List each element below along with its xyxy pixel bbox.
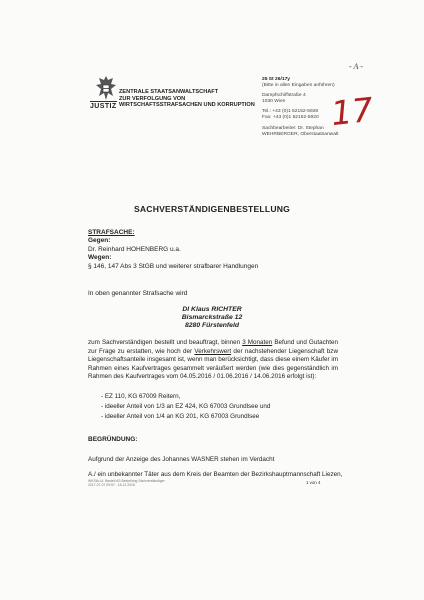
agency-name	[119, 89, 269, 109]
footer-reference	[88, 479, 208, 487]
page-number: 1 von 4	[306, 480, 321, 485]
body-part-3: der nachstehender Liegenschaft bzw Liegenschaftsanteile insgesamt ist, wenn man berücksichtigt, dass diese einem Käufer im Rahmen eines Kaufvertrages gesammelt veräußert werden (wie dies gegenständlich im Rahmen des Kaufvertrages vom 04.05.2016 / 01.06.2016 / 14.06.2016 erfolgt ist):	[88, 347, 338, 381]
against-label: Gegen:	[88, 237, 111, 245]
body-part-1: zum Sachverständigen bestellt und beauftragt, binnen	[88, 339, 243, 346]
intro-text: In oben genannter Strafsache wird	[88, 290, 188, 297]
file-number: 25 St 26/17y	[262, 77, 291, 82]
expert-street: Bismarckstraße 12	[181, 314, 243, 321]
because-label: Wegen:	[88, 254, 112, 262]
page-annotation: - A -	[349, 62, 363, 71]
agency-line-2: ZUR VERFOLGUNG VON	[119, 95, 186, 102]
because-value: § 146, 147 Abs 3 StGB und weiterer strafbarer Handlungen	[88, 262, 259, 270]
list-item: - EZ 110, KG 67009 Reitern,	[101, 393, 181, 400]
footer-line-2: 2017-07-07 09:57 - 18.12.2016	[88, 483, 135, 488]
expert-city: 8280 Fürstenfeld	[184, 322, 240, 329]
list-item: - ideeller Anteil von 1/3 an EZ 424, KG 67003 Grundlsee und	[101, 403, 271, 411]
document-title: SACHVERSTÄNDIGENBESTELLUNG	[133, 204, 291, 214]
deadline-text: 3 Monaten	[242, 339, 273, 346]
list-item: - ideeller Anteil von 1/4 an KG 201, KG 67003 Grundlsee	[101, 413, 260, 421]
reasoning-heading: BEGRÜNDUNG:	[88, 436, 138, 443]
against-value: Dr. Reinhard HOHENBERG u.a.	[88, 245, 181, 253]
handwritten-page-number: 17	[329, 89, 375, 134]
expert-address	[0, 306, 424, 330]
file-note: (Bitte in allen Eingaben anführen)	[262, 83, 335, 89]
agency-line-3: WIRTSCHAFTSSTRAFSACHEN UND KORRUPTION	[119, 102, 255, 109]
logo-label: JUSTIZ	[90, 103, 117, 110]
assignment-paragraph	[88, 339, 338, 382]
address-city: 1030 Wien	[262, 99, 286, 105]
agency-line-1: ZENTRALE STAATSANWALTSCHAFT	[119, 89, 219, 95]
phone-number: Tel.: +43 (0)1 52152-5928	[262, 109, 319, 115]
address-street: Dampfschiffstraße 4	[262, 93, 306, 99]
reasoning-line-2: A./ ein unbekannter Täter aus dem Kreis der Beamten der Bezirkshauptmannschaft Liezen,	[88, 471, 343, 478]
body-part-2: Befund und Gutachten zur Frage zu erstatten, wie hoch der	[88, 339, 338, 355]
property-list	[101, 392, 270, 423]
case-label: STRAFSACHE:	[88, 229, 135, 236]
officer-label: Sachbearbeiter: Dr. Stephan	[262, 125, 324, 131]
justiz-eagle-logo	[95, 74, 117, 104]
officer-name: WEHRBERGER, Oberstaatsanwalt	[262, 131, 339, 137]
expert-name: DI Klaus RICHTER	[182, 306, 242, 313]
market-value-text: Verkehrswert	[194, 347, 232, 355]
fax-number: Fax: +43 (0)1 52152-5920	[262, 115, 319, 121]
reasoning-line-1: Aufgrund der Anzeige des Johannes WASNER stehen im Verdacht	[88, 456, 275, 463]
case-block	[88, 229, 338, 271]
footer-line-1: WKStA-Ui. Bestell AS Bestellung Sachverständiger	[88, 479, 165, 483]
